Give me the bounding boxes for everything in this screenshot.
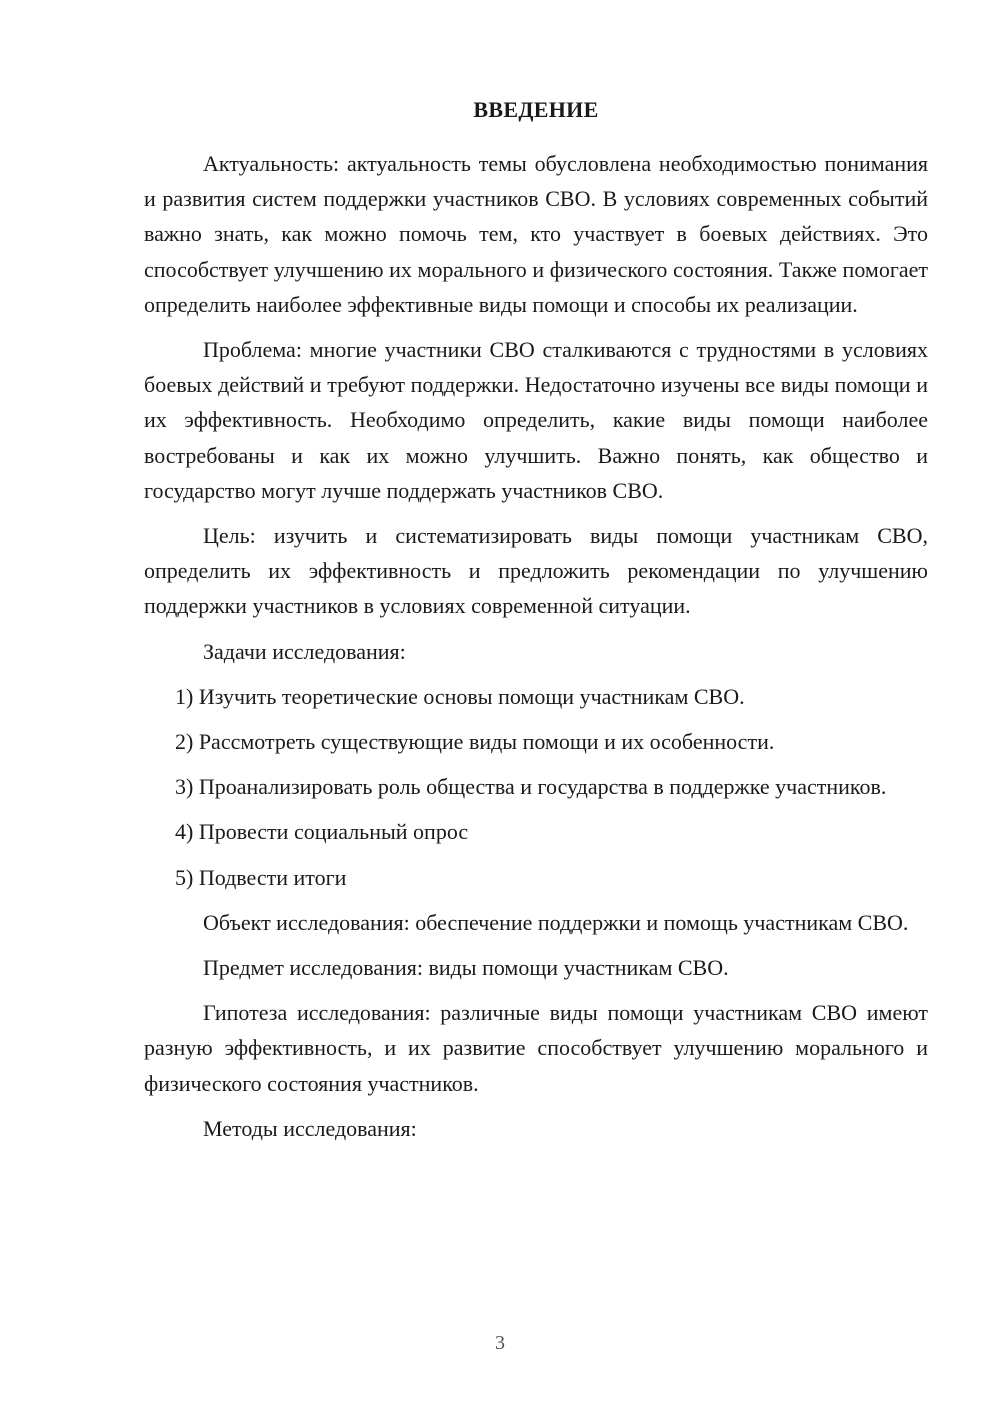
paragraph-subject: Предмет исследования: виды помощи участникам СВО. [203,955,729,981]
task-item-2: 2) Рассмотреть существующие виды помощи и их особенности. [175,729,775,755]
paragraph-object: Объект исследования: обеспечение поддержки и помощь участникам СВО. [203,909,909,935]
page-content [144,92,928,1146]
paragraph-methods: Методы исследования: [203,1115,417,1141]
page-title: ВВЕДЕНИЕ [473,97,599,122]
paragraph-hypothesis: Гипотеза исследования: различные виды помощи участникам СВО имеют разную эффективность, и их развитие способствует улучшению морального и физического состояния участников. [144,1000,928,1096]
task-item-1: 1) Изучить теоретические основы помощи участникам СВО. [175,683,745,709]
task-item-5: 5) Подвести итоги [175,864,347,890]
page-number: 3 [495,1332,505,1354]
paragraph-problem: Проблема: многие участники СВО сталкиваются с трудностями в условиях боевых действий и требуют поддержки. Недостаточно изучены все виды помощи и их эффективность. Необходимо определить, какие виды помощи наиболее востребованы и как их можно улучшить. Важно понять, как общество и государство могут лучше поддержать участников СВО. [144,337,928,503]
task-item-4: 4) Провести социальный опрос [175,819,469,845]
paragraph-relevance: Актуальность: актуальность темы обусловлена необходимостью понимания и развития систем поддержки участников СВО. В условиях современных событий важно знать, как можно помочь тем, кто участвует в боевых действиях. Это способствует улучшению их морального и физического состояния. Также помогает определить наиболее эффективные виды помощи и способы их реализации. [144,151,928,317]
task-item-3: 3) Проанализировать роль общества и государства в поддержке участников. [175,774,887,800]
paragraph-goal: Цель: изучить и систематизировать виды помощи участникам СВО, определить их эффективность и предложить рекомендации по улучшению поддержки участников в условиях современной ситуации. [144,523,928,619]
tasks-heading: Задачи исследования: [203,638,406,664]
